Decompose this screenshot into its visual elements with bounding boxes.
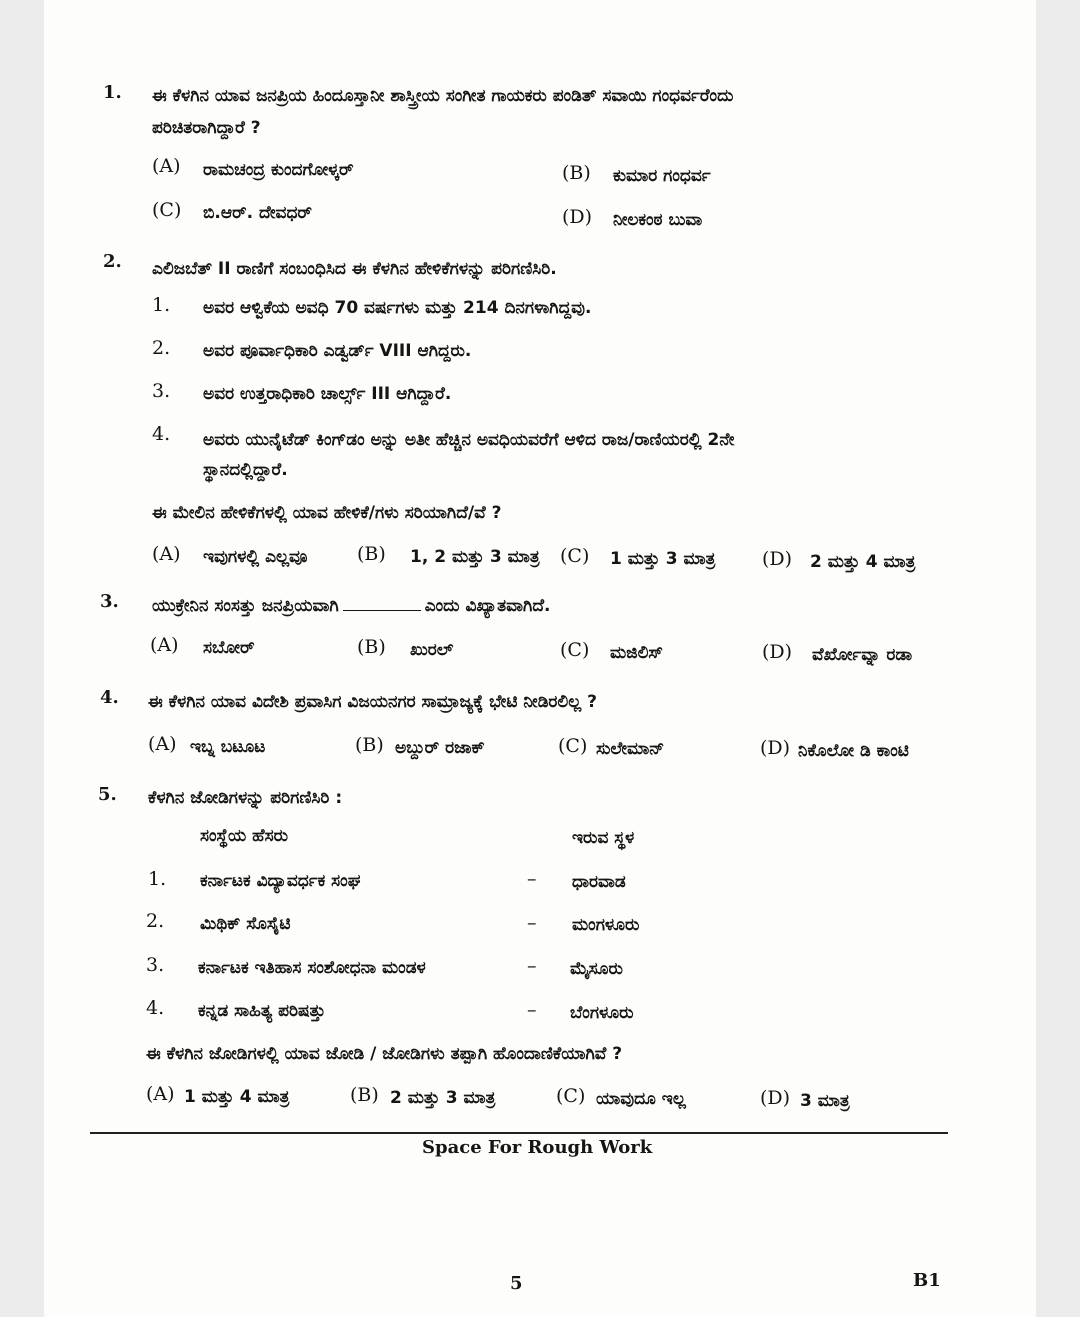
option-label: (B) bbox=[357, 636, 386, 658]
column-header-place: ಇರುವ ಸ್ಥಳ bbox=[572, 828, 635, 848]
option-text: 3 ಮಾತ್ರ bbox=[800, 1091, 850, 1111]
option-label: (A) bbox=[152, 155, 181, 177]
column-header-institution: ಸಂಸ್ಥೆಯ ಹೆಸರು bbox=[200, 826, 288, 846]
pair-institution: ಕನ್ನಡ ಸಾಹಿತ್ಯ ಪರಿಷತ್ತು bbox=[198, 1001, 326, 1021]
pair-dash: – bbox=[527, 999, 537, 1021]
pair-dash: – bbox=[527, 955, 537, 977]
option-text: ರಾಮಚಂದ್ರ ಕುಂದಗೋಳ್ಕರ್ bbox=[203, 160, 354, 180]
pair-place: ಮಂಗಳೂರು bbox=[572, 915, 640, 935]
pair-number: 2. bbox=[146, 910, 165, 932]
pair-institution: ಮಿಥಿಕ್ ಸೊಸೈಟಿ bbox=[200, 914, 291, 934]
option-label: (C) bbox=[560, 545, 590, 567]
option-text: ಸುಲೇಮಾನ್ bbox=[596, 739, 665, 759]
divider bbox=[90, 1132, 948, 1134]
pair-dash: – bbox=[527, 868, 537, 890]
question-number: 3. bbox=[100, 591, 119, 612]
option-label: (B) bbox=[562, 162, 591, 184]
question-text bbox=[152, 598, 550, 615]
answer-blank bbox=[343, 610, 421, 611]
option-label: (C) bbox=[560, 639, 590, 661]
option-text: ಕುಮಾರ ಗಂಧರ್ವ bbox=[613, 166, 711, 186]
option-text: ಸಬೋರ್ bbox=[203, 638, 255, 658]
option-text: 2 ಮತ್ತು 4 ಮಾತ್ರ bbox=[810, 552, 916, 572]
statement-number: 3. bbox=[152, 380, 171, 402]
option-label: (B) bbox=[357, 543, 386, 565]
option-label: (D) bbox=[760, 1087, 791, 1109]
question-text-part: ಎಂದು ವಿಖ್ಯಾತವಾಗಿದೆ. bbox=[424, 596, 551, 616]
option-text: ಇಬ್ನ ಬಟೂಟ bbox=[190, 737, 266, 757]
option-label: (D) bbox=[762, 548, 793, 570]
rough-work-label: Space For Rough Work bbox=[422, 1137, 653, 1158]
statement-text: ಅವರ ಪೂರ್ವಾಧಿಕಾರಿ ಎಡ್ವರ್ಡ್ VIII ಆಗಿದ್ದರು. bbox=[203, 341, 472, 361]
question-text: ಎಲಿಜಬೆತ್ II ರಾಣಿಗೆ ಸಂಬಂಧಿಸಿದ ಈ ಕೆಳಗಿನ ಹೇಳಿಕೆಗಳನ್ನು ಪರಿಗಣಿಸಿರಿ. bbox=[152, 259, 557, 279]
question-prompt: ಈ ಕೆಳಗಿನ ಜೋಡಿಗಳಲ್ಲಿ ಯಾವ ಜೋಡಿ / ಜೋಡಿಗಳು ತಪ್ಪಾಗಿ ಹೊಂದಾಣಿಕೆಯಾಗಿವೆ ? bbox=[146, 1044, 623, 1064]
option-label: (A) bbox=[152, 543, 181, 565]
option-text: ನಿಕೊಲೋ ಡಿ ಕಾಂಟಿ bbox=[798, 741, 909, 761]
statement-text: ಅವರ ಆಳ್ವಿಕೆಯ ಅವಧಿ 70 ವರ್ಷಗಳು ಮತ್ತು 214 ದಿನಗಳಾಗಿದ್ದವು. bbox=[203, 298, 592, 318]
option-label: (B) bbox=[350, 1084, 379, 1106]
option-text: ಅಬ್ದುರ್ ರಜಾಕ್ bbox=[395, 738, 485, 758]
statement-text: ಸ್ಥಾನದಲ್ಲಿದ್ದಾರೆ. bbox=[203, 460, 288, 480]
question-text: ಕೆಳಗಿನ ಜೋಡಿಗಳನ್ನು ಪರಿಗಣಿಸಿರಿ : bbox=[148, 788, 343, 808]
option-text: ಇವುಗಳಲ್ಲಿ ಎಲ್ಲವೂ bbox=[203, 547, 308, 567]
option-text: 1 ಮತ್ತು 4 ಮಾತ್ರ bbox=[184, 1087, 290, 1107]
option-label: (C) bbox=[556, 1085, 586, 1107]
option-text: ಬಿ.ಆರ್. ದೇವಧರ್ bbox=[203, 203, 312, 223]
question-number: 4. bbox=[100, 687, 119, 708]
question-number: 1. bbox=[103, 82, 122, 103]
option-label: (C) bbox=[558, 735, 588, 757]
pair-number: 4. bbox=[146, 997, 165, 1019]
statement-text: ಅವರ ಉತ್ತರಾಧಿಕಾರಿ ಚಾರ್ಲ್ಸ್ III ಆಗಿದ್ದಾರೆ. bbox=[203, 384, 452, 404]
option-label: (A) bbox=[146, 1083, 175, 1105]
statement-number: 1. bbox=[152, 294, 171, 316]
question-text-part: ಯುಕ್ರೇನಿನ ಸಂಸತ್ತು ಜನಪ್ರಿಯವಾಗಿ bbox=[152, 596, 339, 616]
option-label: (D) bbox=[762, 641, 793, 663]
option-label: (A) bbox=[148, 733, 177, 755]
pair-institution: ಕರ್ನಾಟಕ ವಿದ್ಯಾವರ್ಧಕ ಸಂಘ bbox=[200, 871, 361, 891]
statement-text: ಅವರು ಯುನೈಟೆಡ್ ಕಿಂಗ್‌ಡಂ ಅನ್ನು ಅತೀ ಹೆಚ್ಚಿನ ಅವಧಿಯವರೆಗೆ ಆಳಿದ ರಾಜ/ರಾಣಿಯರಲ್ಲಿ 2ನೇ bbox=[203, 430, 735, 450]
pair-number: 3. bbox=[146, 954, 165, 976]
question-text: ಈ ಕೆಳಗಿನ ಯಾವ ವಿದೇಶಿ ಪ್ರವಾಸಿಗ ವಿಜಯನಗರ ಸಾಮ್ರಾಜ್ಯಕ್ಕೆ ಭೇಟಿ ನೀಡಿರಲಿಲ್ಲ ? bbox=[148, 692, 598, 712]
option-text: ವೆರ್ಖೋವ್ನಾ ರಡಾ bbox=[812, 645, 913, 665]
option-text: 1 ಮತ್ತು 3 ಮಾತ್ರ bbox=[610, 549, 716, 569]
pair-dash: – bbox=[527, 912, 537, 934]
question-number: 5. bbox=[98, 784, 117, 805]
pair-institution: ಕರ್ನಾಟಕ ಇತಿಹಾಸ ಸಂಶೋಧನಾ ಮಂಡಳ bbox=[198, 958, 426, 978]
pair-place: ಧಾರವಾಡ bbox=[572, 872, 626, 892]
question-prompt: ಈ ಮೇಲಿನ ಹೇಳಿಕೆಗಳಲ್ಲಿ ಯಾವ ಹೇಳಿಕೆ/ಗಳು ಸರಿಯಾಗಿದೆ/ವೆ ? bbox=[152, 503, 502, 523]
option-text: 1, 2 ಮತ್ತು 3 ಮಾತ್ರ bbox=[410, 547, 540, 567]
option-label: (D) bbox=[562, 206, 593, 228]
option-text: ನೀಲಕಂಠ ಬುವಾ bbox=[613, 210, 703, 230]
option-text: 2 ಮತ್ತು 3 ಮಾತ್ರ bbox=[390, 1088, 496, 1108]
page-number: 5 bbox=[510, 1273, 523, 1294]
option-text: ಯಾವುದೂ ಇಲ್ಲ bbox=[596, 1089, 686, 1109]
option-label: (C) bbox=[152, 199, 182, 221]
option-label: (D) bbox=[760, 737, 791, 759]
statement-number: 2. bbox=[152, 337, 171, 359]
statement-number: 4. bbox=[152, 423, 171, 445]
option-text: ಖುರಲ್ bbox=[410, 640, 454, 660]
option-label: (B) bbox=[355, 734, 384, 756]
booklet-code: B1 bbox=[913, 1270, 941, 1291]
question-text: ಪರಿಚಿತರಾಗಿದ್ದಾರೆ ? bbox=[152, 118, 261, 138]
option-text: ಮಜಿಲಿಸ್ bbox=[610, 643, 663, 663]
question-text: ಈ ಕೆಳಗಿನ ಯಾವ ಜನಪ್ರಿಯ ಹಿಂದೂಸ್ತಾನೀ ಶಾಸ್ತ್ರೀಯ ಸಂಗೀತ ಗಾಯಕರು ಪಂಡಿತ್ ಸವಾಯಿ ಗಂಧರ್ವರೆಂದು bbox=[152, 86, 734, 106]
pair-place: ಮೈಸೂರು bbox=[570, 959, 623, 979]
pair-place: ಬೆಂಗಳೂರು bbox=[570, 1003, 634, 1023]
question-number: 2. bbox=[103, 251, 122, 272]
option-label: (A) bbox=[150, 634, 179, 656]
pair-number: 1. bbox=[148, 868, 167, 890]
